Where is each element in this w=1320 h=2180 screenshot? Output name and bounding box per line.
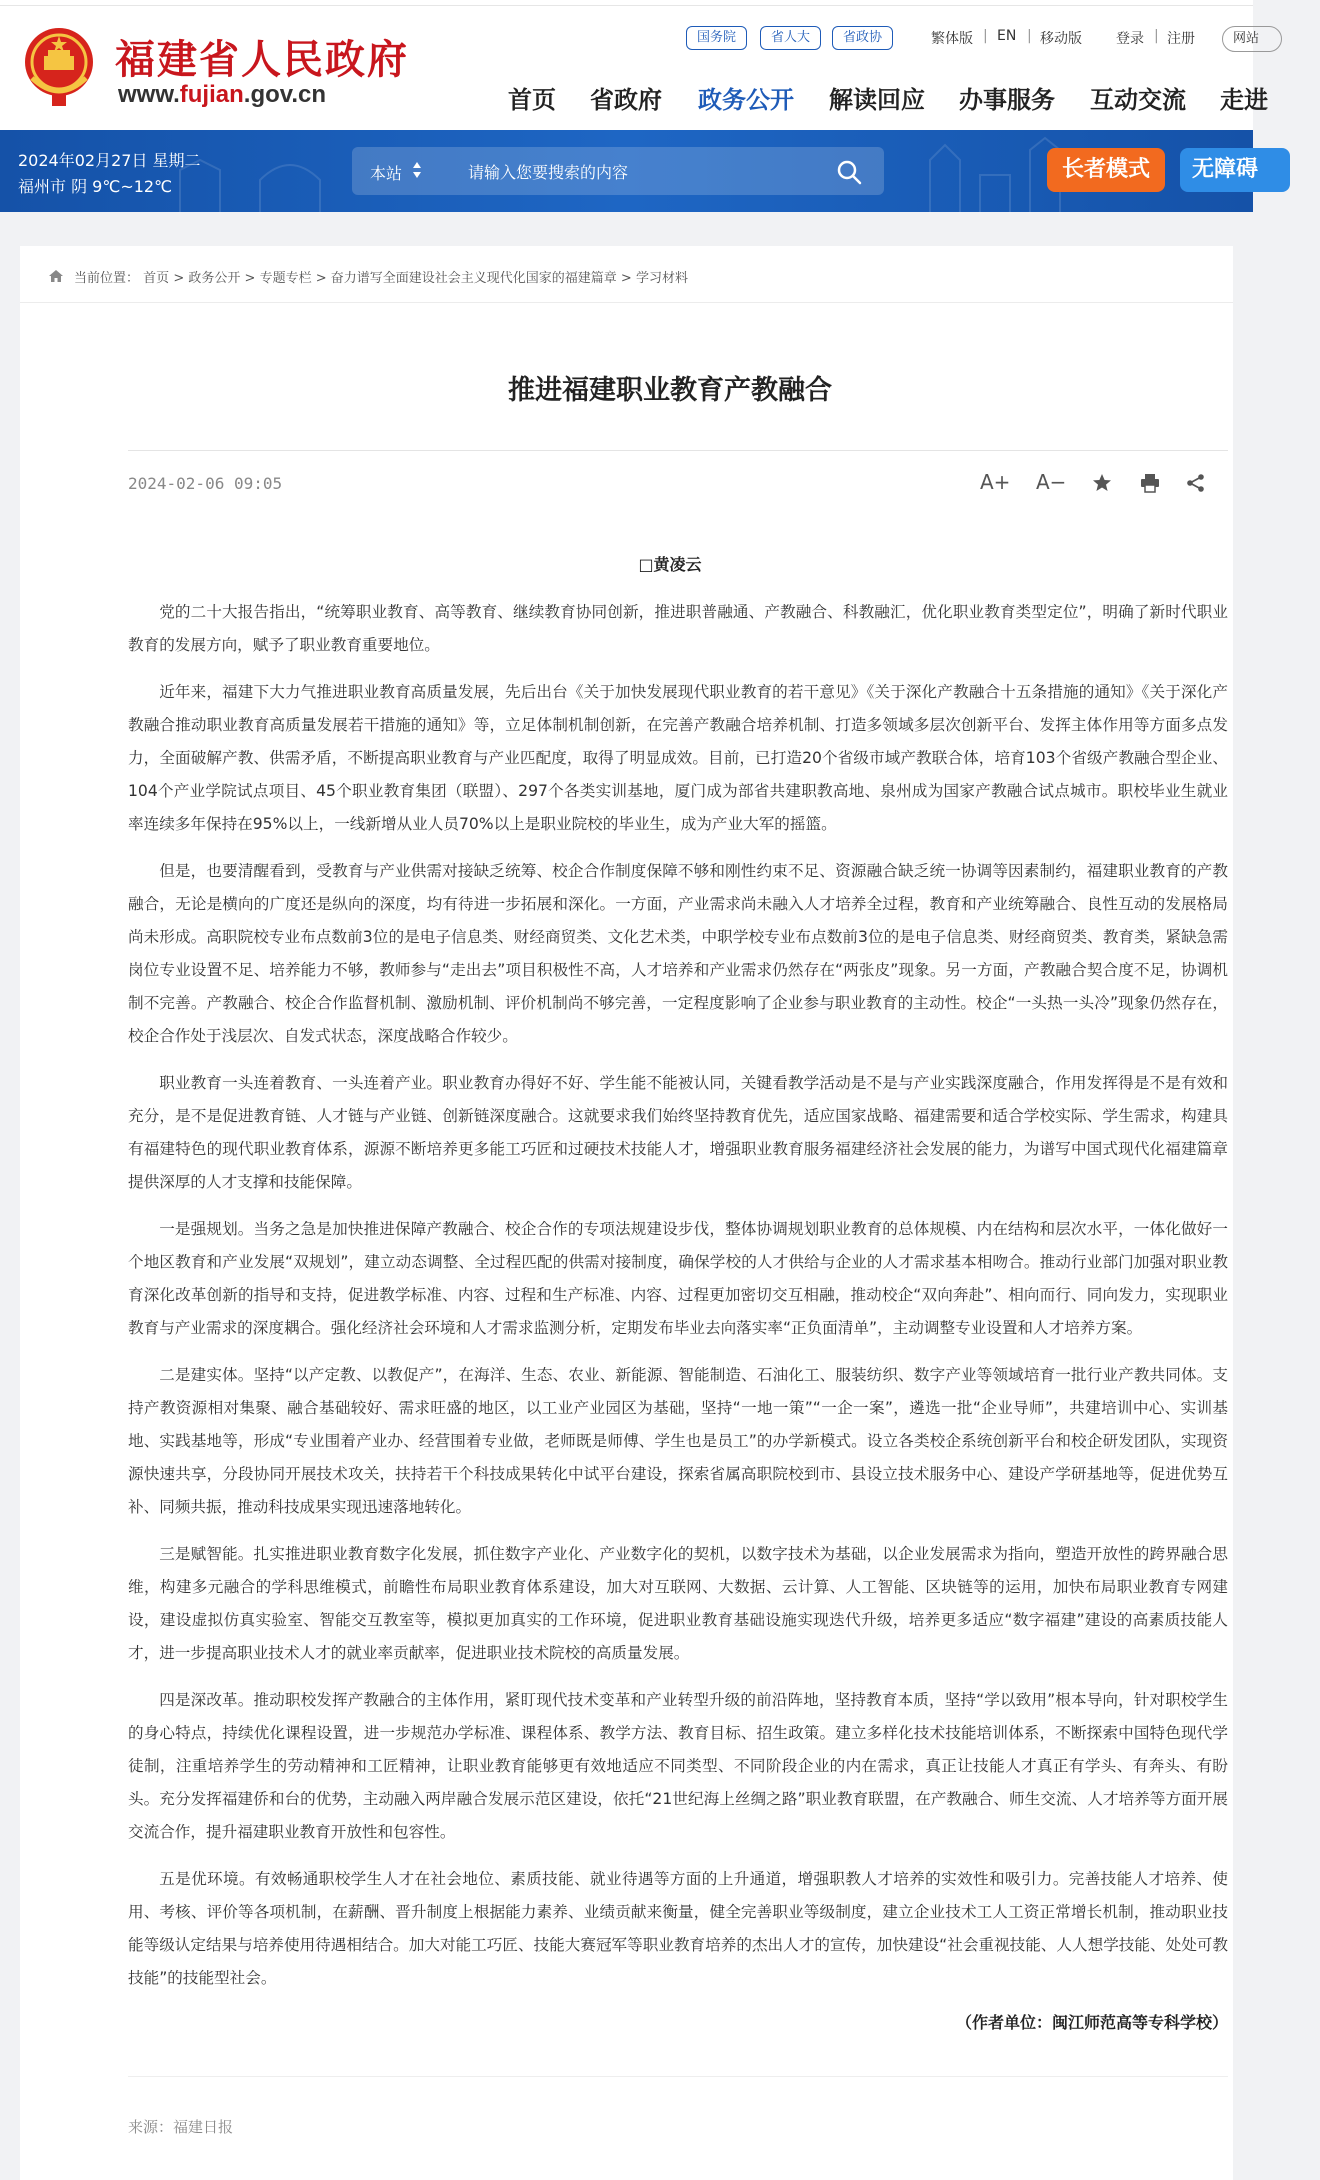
- article-title: 推进福建职业教育产教融合: [508, 375, 832, 406]
- link-traditional[interactable]: 繁体版: [931, 31, 973, 47]
- nav-interpretation[interactable]: 解读回应: [829, 86, 925, 114]
- article-body: [128, 596, 1228, 2009]
- divider: [128, 450, 1228, 451]
- font-decrease-button[interactable]: A−: [1036, 470, 1067, 494]
- separator: |: [1154, 28, 1159, 44]
- font-increase-button[interactable]: A+: [980, 470, 1011, 494]
- link-login[interactable]: 登录: [1116, 31, 1144, 47]
- article-paragraph: 党的二十大报告指出，“统筹职业教育、高等教育、继续教育协同创新，推进职普融通、产教融合、科教融汇，优化职业教育类型定位”，明确了新时代职业教育的发展方向，赋予了职业教育重要地位。: [128, 603, 1228, 654]
- site-header: [0, 6, 1268, 130]
- article-paragraph: 二是建实体。坚持“以产定教、以教促产”，在海洋、生态、农业、新能源、智能制造、石油化工、服装纺织、数字产业等领域培育一批行业产教共同体。支持产教资源相对集聚、融合基础较好、需求旺盛的地区，以工业产业园区为基础，坚持“一地一策”“一企一案”，遴选一批“企业导师”，共建培训中心、实训基地、实践基地等，形成“专业围着产业办、经营围着专业做，老师既是师傅、学生也是员工”的办学新模式。设立各类校企系统创新平台和校企研发团队，实现资源快速共享，分段协同开展技术攻关，扶持若干个科技成果转化中试平台建设，探索省属高职院校到市、县设立技术服务中心、建设产学研基地等，促进优势互补、同频共振，推动科技成果实现迅速落地转化。: [128, 1366, 1228, 1516]
- article-source: 来源：福建日报: [128, 2118, 234, 2136]
- current-date: 2024年02月27日 星期二: [18, 151, 201, 170]
- article-paragraph: 四是深改革。推动职校发挥产教融合的主体作用，紧盯现代技术变革和产业转型升级的前沿阵地，坚持教育本质，坚持“学以致用”根本导向，针对职校学生的身心特点，持续优化课程设置，进一步规范办学标准、课程体系、教学方法、教育目标、招生政策。建立多样化技术技能培训体系，不断探索中国特色现代学徒制，注重培养学生的劳动精神和工匠精神，让职业教育能够更有效地适应不同类型、不同阶段企业的内在需求，真正让技能人才真正有学头、有奔头、有盼头。充分发挥福建侨和台的优势，主动融入两岸融合发展示范区建设，依托“21世纪海上丝绸之路”职业教育联盟，在产教融合、师生交流、人才培养等方面开展交流合作，提升福建职业教育开放性和包容性。: [128, 1691, 1228, 1841]
- share-button[interactable]: [1186, 473, 1206, 493]
- link-mobile[interactable]: 移动版: [1040, 31, 1082, 47]
- nav-about[interactable]: 走进: [1220, 86, 1268, 114]
- breadcrumb-item-gov-affairs[interactable]: 政务公开: [188, 271, 241, 286]
- share-icon: [1186, 473, 1206, 493]
- print-icon: [1140, 473, 1160, 493]
- favorite-button[interactable]: [1092, 473, 1112, 493]
- article-paragraph: 一是强规划。当务之急是加快推进保障产教融合、校企合作的专项法规建设步伐，整体协调规划职业教育的总体规模、内在结构和层次水平，一体化做好一个地区教育和产业发展“双规划”，建立动态调整、全过程匹配的供需对接制度，确保学校的人才供给与企业的人才需求基本相吻合。推动行业部门加强对职业教育深化改革创新的指导和支持，促进教学标准、内容、过程和生产标准、内容、过程更加密切交互相融，推动校企“双向奔赴”、相向而行、同向发力，实现职业教育与产业需求的深度耦合。强化经济社会环境和人才需求监测分析，定期发布毕业去向落实率“正负面清单”，主动调整专业设置和人才培养方案。: [128, 1220, 1228, 1337]
- national-emblem-icon[interactable]: [22, 26, 96, 108]
- article-paragraph: 五是优环境。有效畅通职校学生人才在社会地位、素质技能、就业待遇等方面的上升通道，增强职教人才培养的实效性和吸引力。完善技能人才培养、使用、考核、评价等各项机制，在薪酬、晋升制度上根据能力素养、业绩贡献来衡量，健全完善职业等级制度，建立企业技术工人工资正常增长机制，推动职业技能等级认定结果与培养使用待遇相结合。加大对能工巧匠、技能大赛冠军等职业教育培养的杰出人才的宣传，加快建设“社会重视技能、人人想学技能、处处可教技能”的技能型社会。: [128, 1870, 1228, 1987]
- nav-provincial-gov[interactable]: 省政府: [590, 86, 662, 114]
- breadcrumb-label: 当前位置：: [74, 271, 140, 286]
- nav-services[interactable]: 办事服务: [959, 86, 1055, 114]
- breadcrumb-path: [74, 267, 688, 286]
- search-icon[interactable]: [836, 159, 862, 185]
- separator: |: [983, 28, 988, 44]
- breadcrumb-separator: >: [620, 271, 632, 286]
- elder-mode-button[interactable]: 长者模式: [1047, 148, 1165, 192]
- link-register[interactable]: 注册: [1167, 31, 1195, 47]
- content-panel: [20, 246, 1233, 2180]
- nav-home[interactable]: 首页: [508, 86, 556, 114]
- site-search-pill[interactable]: 网站: [1222, 26, 1282, 52]
- chevron-updown-icon[interactable]: [412, 159, 422, 181]
- divider: [20, 302, 1233, 303]
- author-unit: （作者单位：闽江师范高等专科学校）: [955, 2013, 1228, 2032]
- separator: |: [1027, 28, 1032, 44]
- pill-provincial-congress[interactable]: 省人大: [760, 26, 821, 50]
- search-scope-select[interactable]: 本站: [370, 164, 403, 183]
- star-icon: [1092, 473, 1112, 493]
- divider: [128, 2076, 1228, 2077]
- accessibility-button[interactable]: 无障碍: [1180, 148, 1290, 192]
- publish-date: 2024-02-06 09:05: [128, 474, 283, 493]
- search-bar[interactable]: [352, 147, 884, 195]
- home-icon: [48, 268, 64, 284]
- banner: [0, 130, 1259, 212]
- weather-info: 福州市 阴 9℃~12℃: [18, 177, 173, 196]
- breadcrumb-separator: >: [244, 271, 256, 286]
- pill-provincial-cppcc[interactable]: 省政协: [832, 26, 893, 50]
- site-domain[interactable]: www.fujian.gov.cn: [118, 81, 327, 108]
- breadcrumb-item-chapter[interactable]: 奋力谱写全面建设社会主义现代化国家的福建篇章: [330, 271, 617, 286]
- article-paragraph: 但是，也要清醒看到，受教育与产业供需对接缺乏统筹、校企合作制度保障不够和刚性约束不足、资源融合缺乏统一协调等因素制约，福建职业教育的产教融合，无论是横向的广度还是纵向的深度，均有待进一步拓展和深化。一方面，产业需求尚未融入人才培养全过程，教育和产业统筹融合、良性互动的发展格局尚未形成。高职院校专业布点数前3位的是电子信息类、财经商贸类、文化艺术类，中职学校专业布点数前3位的是电子信息类、财经商贸类、教育类，紧缺急需岗位专业设置不足、培养能力不够，教师参与“走出去”项目积极性不高，人才培养和产业需求仍然存在“两张皮”现象。另一方面，产教融合契合度不足，协调机制不完善。产教融合、校企合作监督机制、激励机制、评价机制尚不够完善，一定程度影响了企业参与职业教育的主动性。校企“一头热一头冷”现象仍然存在，校企合作处于浅层次、自发式状态，深度战略合作较少。: [128, 862, 1228, 1045]
- breadcrumb-item-materials[interactable]: 学习材料: [635, 271, 688, 286]
- site-title[interactable]: 福建省人民政府: [115, 36, 409, 83]
- breadcrumb-separator: >: [173, 271, 185, 286]
- article-paragraph: 近年来，福建下大力气推进职业教育高质量发展，先后出台《关于加快发展现代职业教育的若干意见》《关于深化产教融合十五条措施的通知》《关于深化产教融合推动职业教育高质量发展若干措施的通知》等，立足体制机制创新，在完善产教融合培养机制、打造多领域多层次创新平台、发挥主体作用等方面多点发力，全面破解产教、供需矛盾，不断提高职业教育与产业匹配度，取得了明显成效。目前，已打造20个省级市域产教联合体，培育103个省级产教融合型企业、104个产业学院试点项目、45个职业教育集团（联盟）、297个各类实训基地，厦门成为部省共建职教高地、泉州成为国家产教融合试点城市。职校毕业生就业率连续多年保持在95%以上，一线新增从业人员70%以上是职业院校的毕业生，成为产业大军的摇篮。: [128, 683, 1228, 833]
- nav-interaction[interactable]: 互动交流: [1090, 86, 1186, 114]
- link-english[interactable]: EN: [997, 28, 1017, 44]
- print-button[interactable]: [1140, 473, 1160, 493]
- article-paragraph: 三是赋智能。扎实推进职业教育数字化发展，抓住数字产业化、产业数字化的契机，以数字技术为基础，以企业发展需求为指向，塑造开放性的跨界融合思维，构建多元融合的学科思维模式，前瞻性布局职业教育体系建设，加大对互联网、大数据、云计算、人工智能、区块链等的运用，加快布局职业教育专网建设，建设虚拟仿真实验室、智能交互教室等，模拟更加真实的工作环境，促进职业教育基础设施实现迭代升级，培养更多适应“数字福建”建设的高素质技能人才，进一步提高职业技术人才的就业率贡献率，促进职业技术院校的高质量发展。: [128, 1545, 1228, 1662]
- breadcrumb-item-topics[interactable]: 专题专栏: [259, 271, 312, 286]
- breadcrumb-item-home[interactable]: 首页: [143, 271, 170, 286]
- nav-gov-affairs[interactable]: 政务公开: [698, 86, 794, 114]
- article-paragraph: 职业教育一头连着教育、一头连着产业。职业教育办得好不好、学生能不能被认同，关键看教学活动是不是与产业实践深度融合，作用发挥得是不是有效和充分，是不是促进教育链、人才链与产业链、创新链深度融合。这就要求我们始终坚持教育优先，适应国家战略、福建需要和适合学校实际、学生需求，构建具有福建特色的现代职业教育体系，源源不断培养更多能工巧匠和过硬技术技能人才，增强职业教育服务福建经济社会发展的能力，为谱写中国式现代化福建篇章提供深厚的人才支撑和技能保障。: [128, 1074, 1228, 1191]
- search-input[interactable]: 请输入您要搜索的内容: [468, 163, 629, 182]
- breadcrumb-separator: >: [315, 271, 327, 286]
- pill-state-council[interactable]: 国务院: [686, 26, 747, 50]
- article-author: □黄凌云: [638, 555, 702, 574]
